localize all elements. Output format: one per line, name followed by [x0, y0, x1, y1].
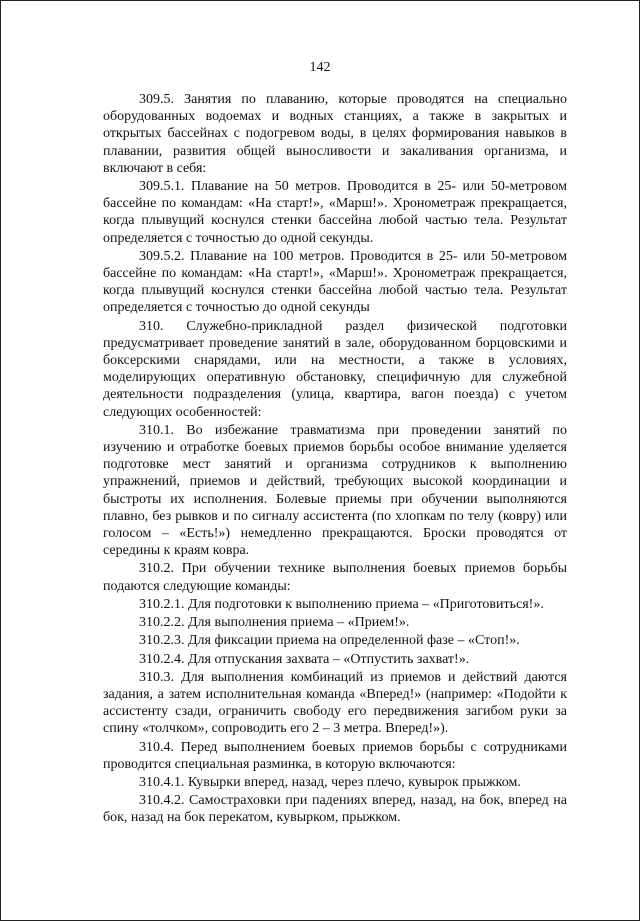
paragraph: 310.2.2. Для выполнения приема – «Прием!».	[139, 615, 410, 631]
paragraph: 309.5.2. Плавание на 100 метров. Проводится в 25- или 50-метровом бассейне по командам: «На старт!», «Марш!». Хронометраж прекращается, когда плывущий коснулся стенки бассейна любой частью тела. Результат определяется с точностью до одной секунды	[103, 248, 567, 316]
paragraph: 310.4.1. Кувырки вперед, назад, через плечо, кувырок прыжком.	[139, 774, 521, 790]
paragraph: 310. Служебно-прикладной раздел физической подготовки предусматривает проведение занятий в зале, оборудованном борцовскими и боксерскими снарядами, или на местности, а также в условиях, моделирующих оперативную обстановку, специфичную для служебной деятельности подразделения (улица, квартира, вагон поезда) с учетом следующих особенностей:	[103, 318, 567, 420]
paragraph: 310.2.1. Для подготовки к выполнению приема – «Приготовиться!».	[139, 596, 544, 612]
document-body	[103, 91, 567, 827]
page-number: 142	[309, 60, 331, 75]
paragraph: 310.2. При обучении технике выполнения боевых приемов борьбы подаются следующие команды:	[103, 561, 567, 594]
paragraph: 310.4.2. Самостраховки при падениях вперед, назад, на бок, вперед на бок, назад на бок перекатом, кувырком, прыжком.	[103, 793, 567, 826]
paragraph: 310.3. Для выполнения комбинаций из приемов и действий даются задания, а затем исполнительная команда «Вперед!» (например: «Подойти к ассистенту сзади, ограничить свободу его передвижения загибом руки за спину «толчком», сопроводить его 2 – 3 метра. Вперед!»).	[103, 669, 567, 737]
paragraph: 309.5.1. Плавание на 50 метров. Проводится в 25- или 50-метровом бассейне по командам: «На старт!», «Марш!». Хронометраж прекращается, когда плывущий коснулся стенки бассейна любой частью тела. Результат определяется с точностью до одной секунды.	[103, 179, 567, 246]
paragraph: 309.5. Занятия по плаванию, которые проводятся на специально оборудованных водоемах и водных станциях, а также в закрытых и открытых бассейнах с подогревом воды, в целях формирования навыков в плавании, развития общей выносливости и закаливания организма, и включают в себя:	[103, 92, 567, 176]
paragraph: 310.1. Во избежание травматизма при проведении занятий по изучению и отработке боевых приемов борьбы особое внимание уделяется подготовке мест занятий и организма сотрудников к выполнению упражнений, приемов и действий, требующих высокой координации и быстроты их исполнения. Болевые приемы при обучении выполняются плавно, без рывков и по сигналу ассистента (по хлопкам по телу (ковру) или голосом – «Есть!») немедленно прекращаются. Броски проводятся от середины к краям ковра.	[103, 422, 567, 559]
paragraph: 310.2.4. Для отпускания захвата – «Отпустить захват!».	[139, 651, 470, 667]
paragraph: 310.4. Перед выполнением боевых приемов борьбы с сотрудниками проводится специальная разминка, в которую включаются:	[103, 739, 567, 772]
paragraph: 310.2.3. Для фиксации приема на определенной фазе – «Стоп!».	[139, 633, 520, 649]
